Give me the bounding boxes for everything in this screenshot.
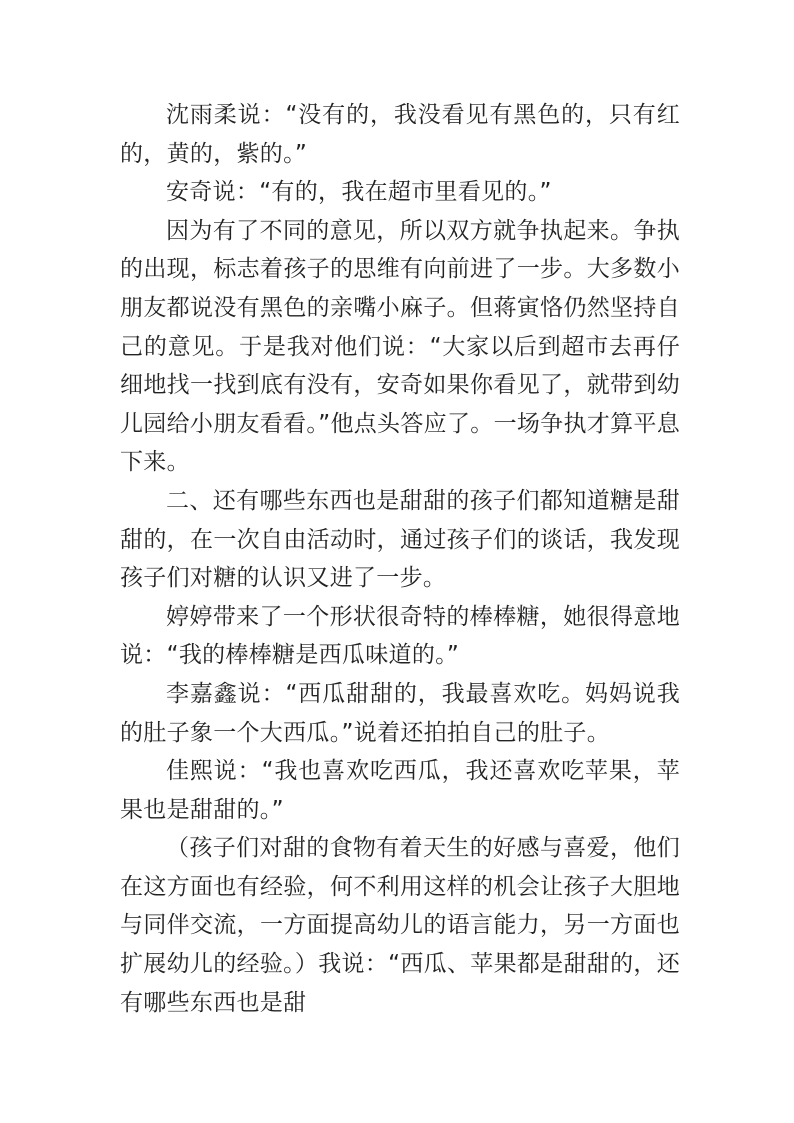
paragraph-li-jiaxin: 李嘉鑫说：“西瓜甜甜的，我最喜欢吃。妈妈说我的肚子象一个大西瓜。”说着还拍拍自己的肚子。	[120, 680, 680, 746]
paragraph-jiaxi: 佳熙说：“我也喜欢吃西瓜，我还喜欢吃苹果，苹果也是甜甜的。”	[120, 758, 680, 823]
paragraph-tingting: 婷婷带来了一个形状很奇特的棒棒糖，她很得意地说：“我的棒棒糖是西瓜味道的。”	[120, 603, 680, 669]
paragraph-section-two: 二、还有哪些东西也是甜甜的孩子们都知道糖是甜甜的，在一次自由活动时，通过孩子们的谈话，我发现孩子们对糖的认识又进了一步。	[120, 487, 680, 592]
paragraph-an-qi: 安奇说：“有的，我在超市里看见的。”	[166, 179, 552, 206]
paragraph-dispute: 因为有了不同的意见，所以双方就争执起来。争执的出现，标志着孩子的思维有向前进了一步。大多数小朋友都说没有黑色的亲嘴小麻子。但蒋寅恪仍然坚持自己的意见。于是我对他们说：“大家以后到超市去再仔细地找一找到底有没有，安奇如果你看见了，就带到幼儿园给小朋友看看。”他点头答应了。一场争执才算平息下来。	[120, 217, 680, 476]
paragraph-teacher-note: （孩子们对甜的食物有着天生的好感与喜爱，他们在这方面也有经验，何不利用这样的机会让孩子大胆地与同伴交流，一方面提高幼儿的语言能力，另一方面也扩展幼儿的经验。）我说：“西瓜、苹果都是甜甜的，还有哪些东西也是甜	[120, 835, 680, 1016]
paragraph-shen-yurou: 沈雨柔说：“没有的，我没看见有黑色的，只有红的，黄的，紫的。”	[120, 102, 680, 167]
document-body	[120, 96, 680, 1022]
